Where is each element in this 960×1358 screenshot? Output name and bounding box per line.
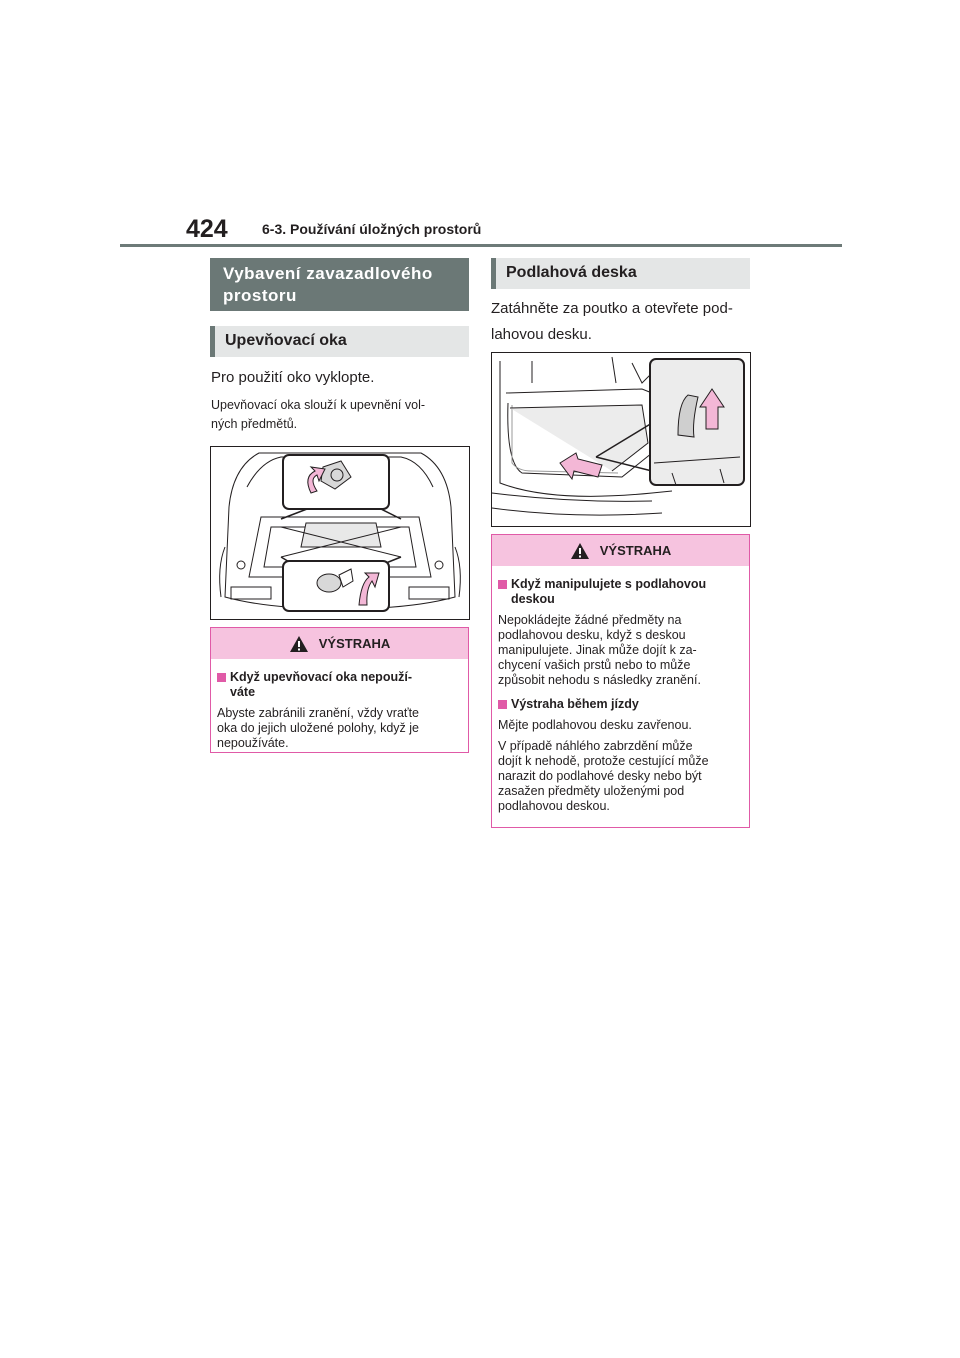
warning-heading-driving xyxy=(498,697,743,712)
pink-square-bullet-icon xyxy=(217,673,226,682)
warning-header xyxy=(492,535,749,566)
upper-callout xyxy=(281,455,401,519)
tie-down-instruction: Pro použití oko vyklopte. xyxy=(211,369,375,386)
warning-text1-line3: manipulujete. Jinak může dojít k za- xyxy=(498,643,697,657)
warning-text3-line3: narazit do podlahové desky nebo být xyxy=(498,769,702,783)
warning-triangle-icon xyxy=(289,635,309,653)
warning-triangle-icon xyxy=(570,542,590,560)
subsection-title-deck-board: Podlahová deska xyxy=(491,258,750,289)
warning-text1-line2: podlahovou desku, když s deskou xyxy=(498,628,686,642)
warning-text1-line1: Nepokládejte žádné předměty na xyxy=(498,613,682,627)
warning-text xyxy=(217,706,462,751)
section-title: Vybavení zavazadlového prostoru xyxy=(210,258,469,311)
warning-text3-line4: zasažen předměty uloženými pod xyxy=(498,784,685,798)
warning-heading-line2: váte xyxy=(230,685,256,699)
pink-square-bullet-icon xyxy=(498,700,507,709)
warning-heading1-line2: deskou xyxy=(511,592,555,606)
deck-board-illustration xyxy=(491,352,751,527)
trunk-illustration-svg xyxy=(211,447,469,619)
warning-header xyxy=(211,628,468,659)
warning-heading2: Výstraha během jízdy xyxy=(511,697,639,711)
warning-text-line1: Abyste zabránili zranění, vždy vraťte xyxy=(217,706,420,720)
lower-callout xyxy=(281,557,401,611)
warning-box-deck-board xyxy=(491,534,750,828)
warning-text-handling xyxy=(498,613,743,688)
header-rule xyxy=(120,244,842,247)
tie-down-note-line2: ných předmětů. xyxy=(211,417,298,431)
deck-board-instruction-line2: lahovou desku. xyxy=(491,326,592,343)
warning-heading-line1: Když upevňovací oka nepouží- xyxy=(230,670,412,684)
pink-square-bullet-icon xyxy=(498,580,507,589)
warning-text-keep-closed: Mějte podlahovou desku zavřenou. xyxy=(498,718,692,732)
warning-text1-line4: chycení vašich prstů nebo to může xyxy=(498,658,691,672)
page-number: 424 xyxy=(186,215,228,243)
luggage-tie-down-illustration xyxy=(210,446,470,620)
warning-text-line2: oka do jejich uložené polohy, když je xyxy=(217,721,419,735)
warning-text3-line2: dojít k nehodě, protože cestující může xyxy=(498,754,709,768)
warning-text1-line5: způsobit nehodu s následky zranění. xyxy=(498,673,701,687)
deck-board-svg xyxy=(492,353,750,526)
warning-heading1-line1: Když manipulujete s podlahovou xyxy=(511,577,707,591)
warning-box-tie-downs xyxy=(210,627,469,753)
subsection-title-tie-downs: Upevňovací oka xyxy=(210,326,469,357)
warning-label: VÝSTRAHA xyxy=(318,636,391,651)
warning-text3-line5: podlahovou deskou. xyxy=(498,799,610,813)
zoom-callout xyxy=(650,359,744,485)
warning-text-line3: nepoužíváte. xyxy=(217,736,289,750)
warning-heading-handling xyxy=(498,577,743,607)
warning-text-braking xyxy=(498,739,743,814)
warning-heading xyxy=(217,670,462,700)
deck-board-instruction-line1: Zatáhněte za poutko a otevřete pod- xyxy=(491,300,733,317)
warning-label: VÝSTRAHA xyxy=(599,543,672,558)
tie-down-note-line1: Upevňovací oka slouží k upevnění vol- xyxy=(211,398,426,412)
warning-text3-line1: V případě náhlého zabrzdění může xyxy=(498,739,693,753)
section-header: 6-3. Používání úložných prostorů xyxy=(262,221,482,237)
